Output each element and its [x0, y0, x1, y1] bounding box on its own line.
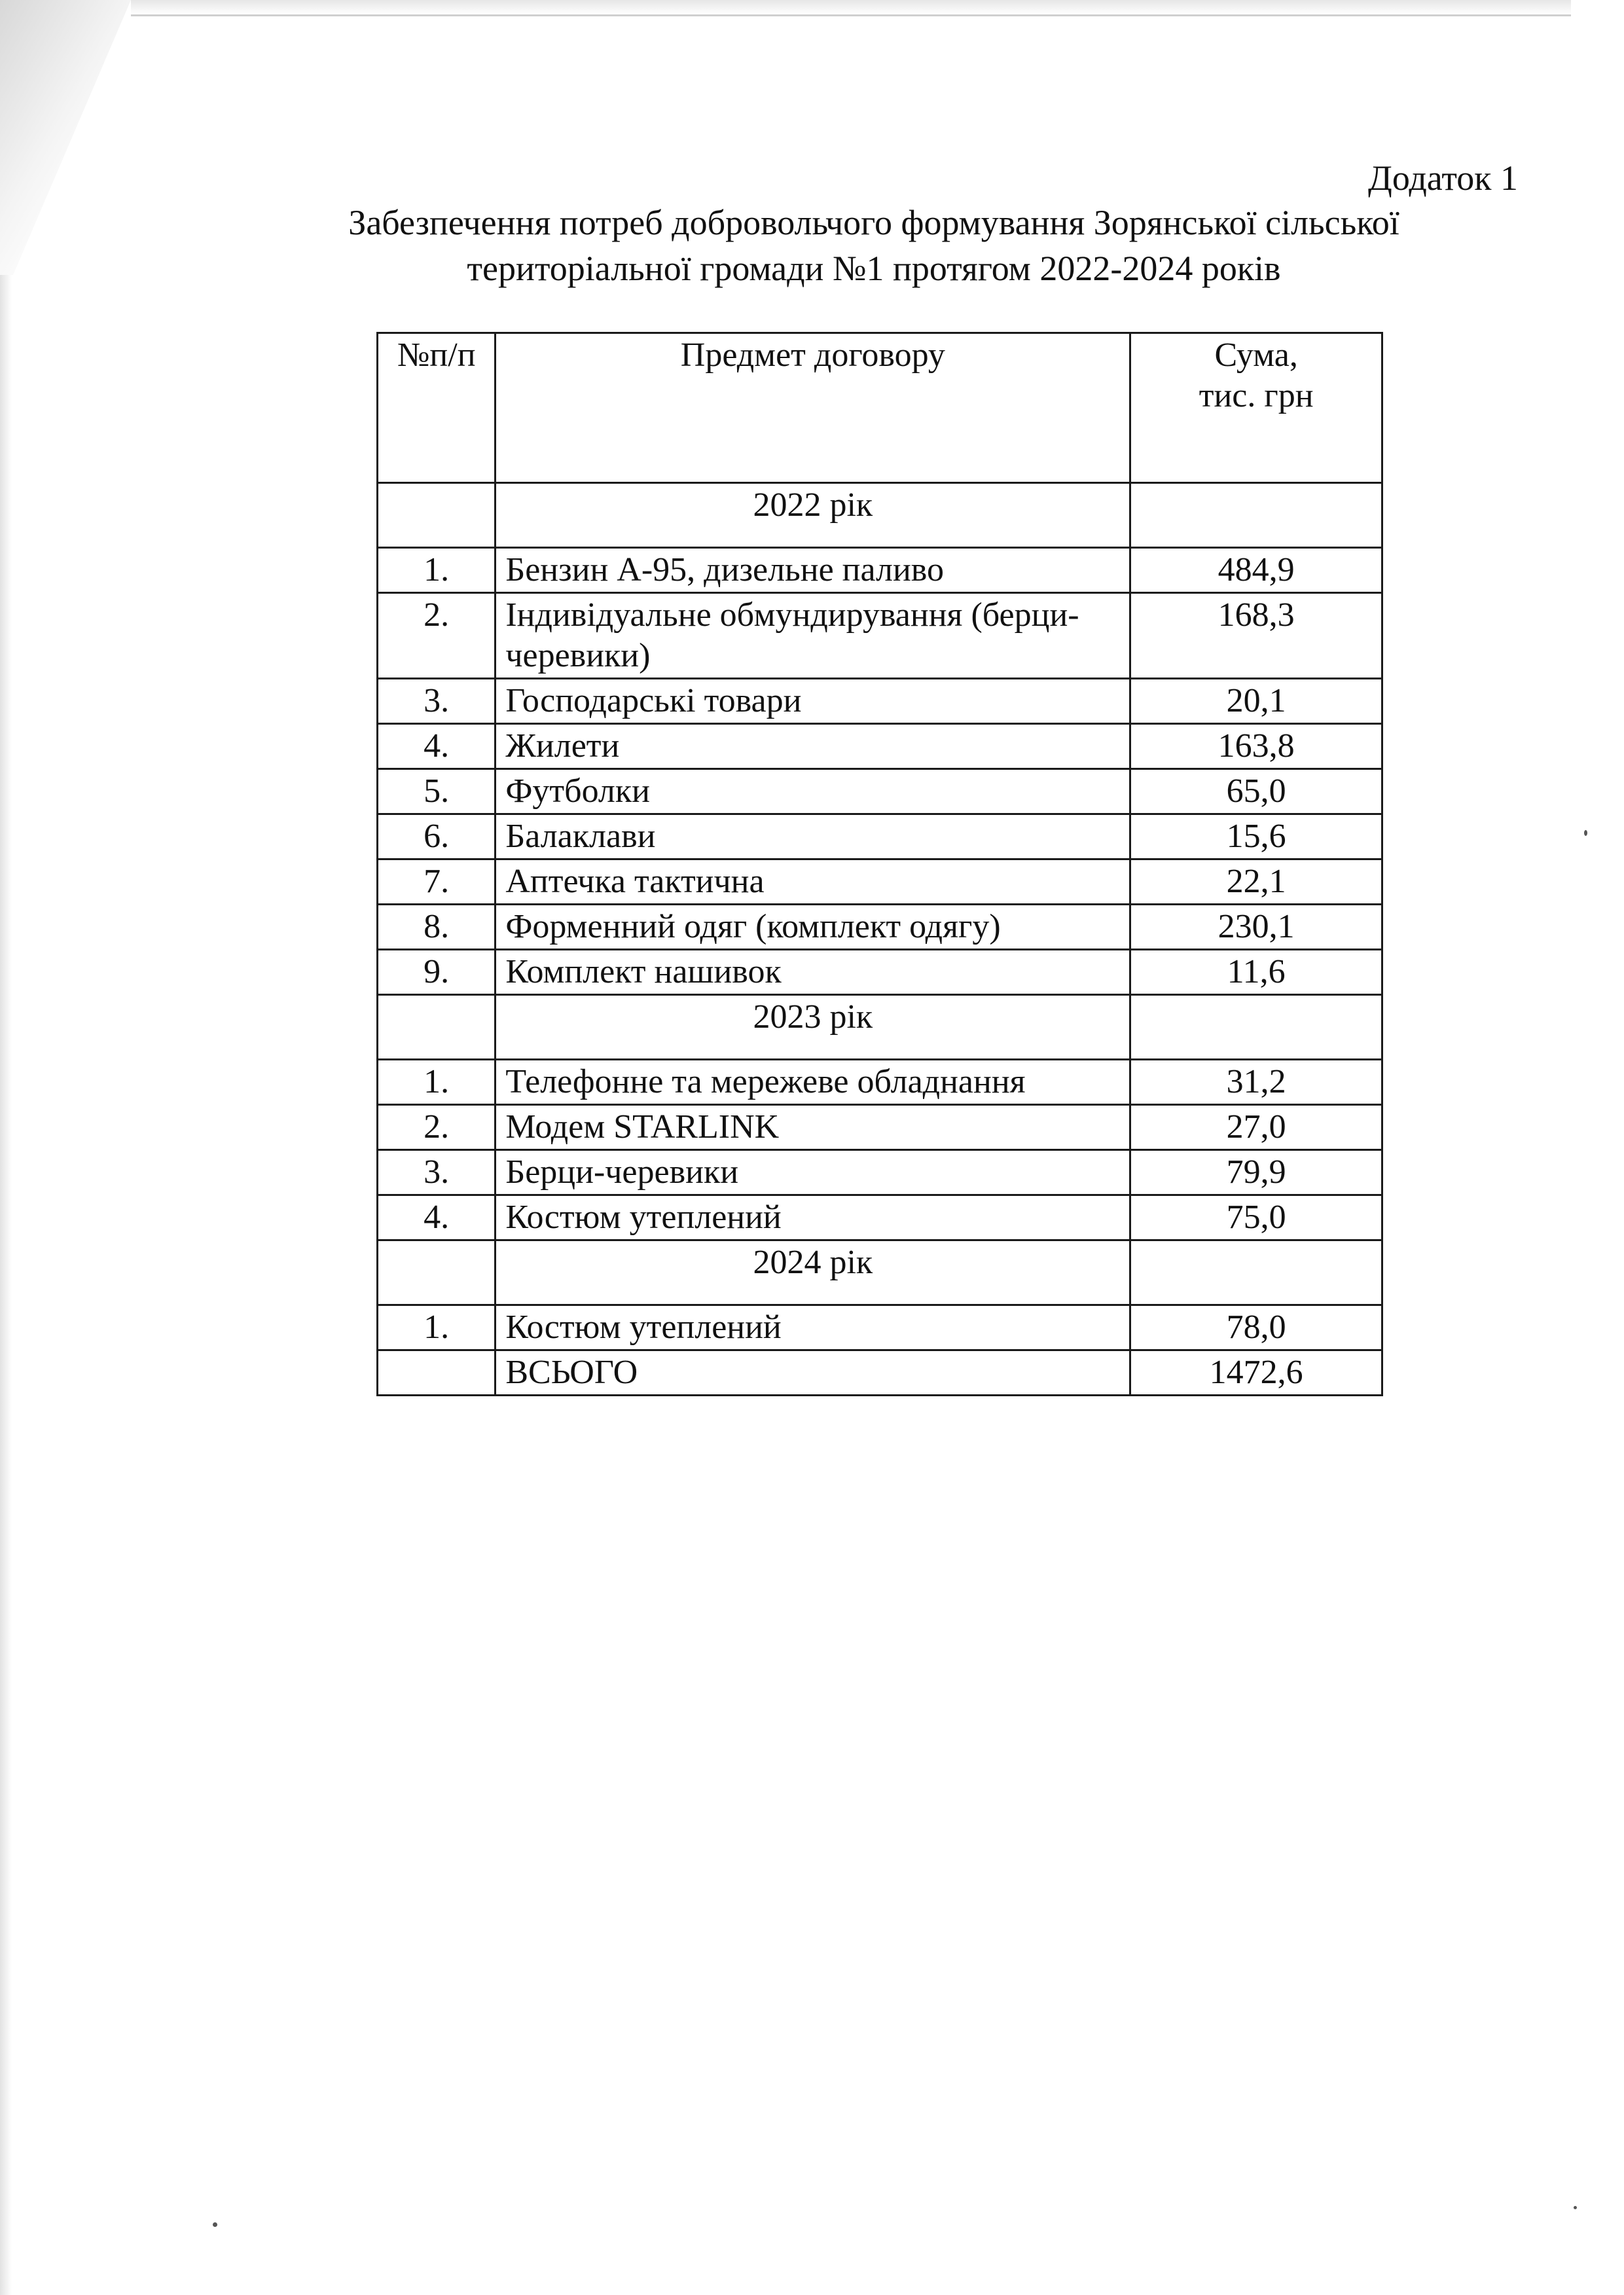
row-item: Костюм утеплений: [496, 1305, 1130, 1350]
row-sum: 22,1: [1130, 859, 1382, 905]
row-number: 2.: [378, 593, 496, 679]
scan-edge-left: [0, 0, 131, 275]
year-empty-cell: [378, 995, 496, 1060]
title-line-2: територіальної громади №1 протягом 2022-2024 років: [467, 249, 1281, 288]
row-number: 1.: [378, 1305, 496, 1350]
row-item: Модем STARLINK: [496, 1105, 1130, 1150]
table-row: [378, 593, 1382, 679]
header-sum-line-2: тис. грн: [1199, 377, 1314, 414]
row-sum: 79,9: [1130, 1150, 1382, 1195]
header-item: Предмет договору: [496, 333, 1130, 483]
table-row: [378, 1195, 1382, 1240]
table-row: [378, 950, 1382, 995]
row-item: Аптечка тактична: [496, 859, 1130, 905]
table-header-row: [378, 333, 1382, 483]
row-item: Берци-черевики: [496, 1150, 1130, 1195]
row-sum: 230,1: [1130, 905, 1382, 950]
row-sum: 20,1: [1130, 679, 1382, 724]
row-item: Бензин А-95, дизельне паливо: [496, 548, 1130, 593]
table-row: [378, 1060, 1382, 1105]
row-sum: 78,0: [1130, 1305, 1382, 1350]
row-number: 4.: [378, 724, 496, 769]
document-title: [223, 200, 1525, 291]
row-number: 8.: [378, 905, 496, 950]
scan-speck: [1574, 2206, 1577, 2209]
expenses-table: [376, 332, 1383, 1396]
row-sum: 75,0: [1130, 1195, 1382, 1240]
row-number: 1.: [378, 548, 496, 593]
header-num: №п/п: [378, 333, 496, 483]
row-sum: 15,6: [1130, 814, 1382, 859]
row-number: 3.: [378, 679, 496, 724]
table-row: [378, 814, 1382, 859]
total-row: [378, 1350, 1382, 1396]
row-item: Балаклави: [496, 814, 1130, 859]
scan-edge-top: [131, 0, 1571, 16]
addendum-label: Додаток 1: [1368, 158, 1518, 198]
row-sum: 163,8: [1130, 724, 1382, 769]
title-line-1: Забезпечення потреб добровольчого формування Зорянської сільської: [348, 203, 1399, 242]
year-empty-cell: [378, 1240, 496, 1305]
row-sum: 65,0: [1130, 769, 1382, 814]
year-empty-cell: [1130, 995, 1382, 1060]
year-section-row: [378, 995, 1382, 1060]
table-row: [378, 859, 1382, 905]
table-row: [378, 724, 1382, 769]
row-sum: 168,3: [1130, 593, 1382, 679]
year-section-row: [378, 483, 1382, 548]
table-row: [378, 548, 1382, 593]
total-sum: 1472,6: [1130, 1350, 1382, 1396]
total-label: ВСЬОГО: [496, 1350, 1130, 1396]
table-row: [378, 679, 1382, 724]
row-item: Жилети: [496, 724, 1130, 769]
table-row: [378, 1305, 1382, 1350]
year-empty-cell: [1130, 483, 1382, 548]
row-sum: 27,0: [1130, 1105, 1382, 1150]
scan-speck: [1584, 830, 1587, 836]
row-item: Господарські товари: [496, 679, 1130, 724]
total-empty-cell: [378, 1350, 496, 1396]
row-item: Індивідуальне обмундирування (берци-черевики): [496, 593, 1130, 679]
row-number: 1.: [378, 1060, 496, 1105]
row-item: Комплект нашивок: [496, 950, 1130, 995]
year-label: 2023 рік: [496, 995, 1130, 1060]
table-row: [378, 1105, 1382, 1150]
row-item: Форменний одяг (комплект одягу): [496, 905, 1130, 950]
year-empty-cell: [378, 483, 496, 548]
row-sum: 11,6: [1130, 950, 1382, 995]
year-label: 2022 рік: [496, 483, 1130, 548]
header-sum-line-1: Сума,: [1214, 336, 1298, 374]
row-number: 6.: [378, 814, 496, 859]
row-item: Телефонне та мережеве обладнання: [496, 1060, 1130, 1105]
row-number: 4.: [378, 1195, 496, 1240]
year-empty-cell: [1130, 1240, 1382, 1305]
table-row: [378, 1150, 1382, 1195]
table-row: [378, 905, 1382, 950]
row-number: 3.: [378, 1150, 496, 1195]
row-number: 9.: [378, 950, 496, 995]
row-number: 5.: [378, 769, 496, 814]
year-label: 2024 рік: [496, 1240, 1130, 1305]
header-sum: [1130, 333, 1382, 483]
year-section-row: [378, 1240, 1382, 1305]
scan-speck: [213, 2222, 217, 2227]
row-number: 7.: [378, 859, 496, 905]
row-item: Костюм утеплений: [496, 1195, 1130, 1240]
scan-edge-left-strip: [0, 275, 12, 2295]
row-sum: 484,9: [1130, 548, 1382, 593]
row-item: Футболки: [496, 769, 1130, 814]
row-sum: 31,2: [1130, 1060, 1382, 1105]
table-row: [378, 769, 1382, 814]
row-number: 2.: [378, 1105, 496, 1150]
